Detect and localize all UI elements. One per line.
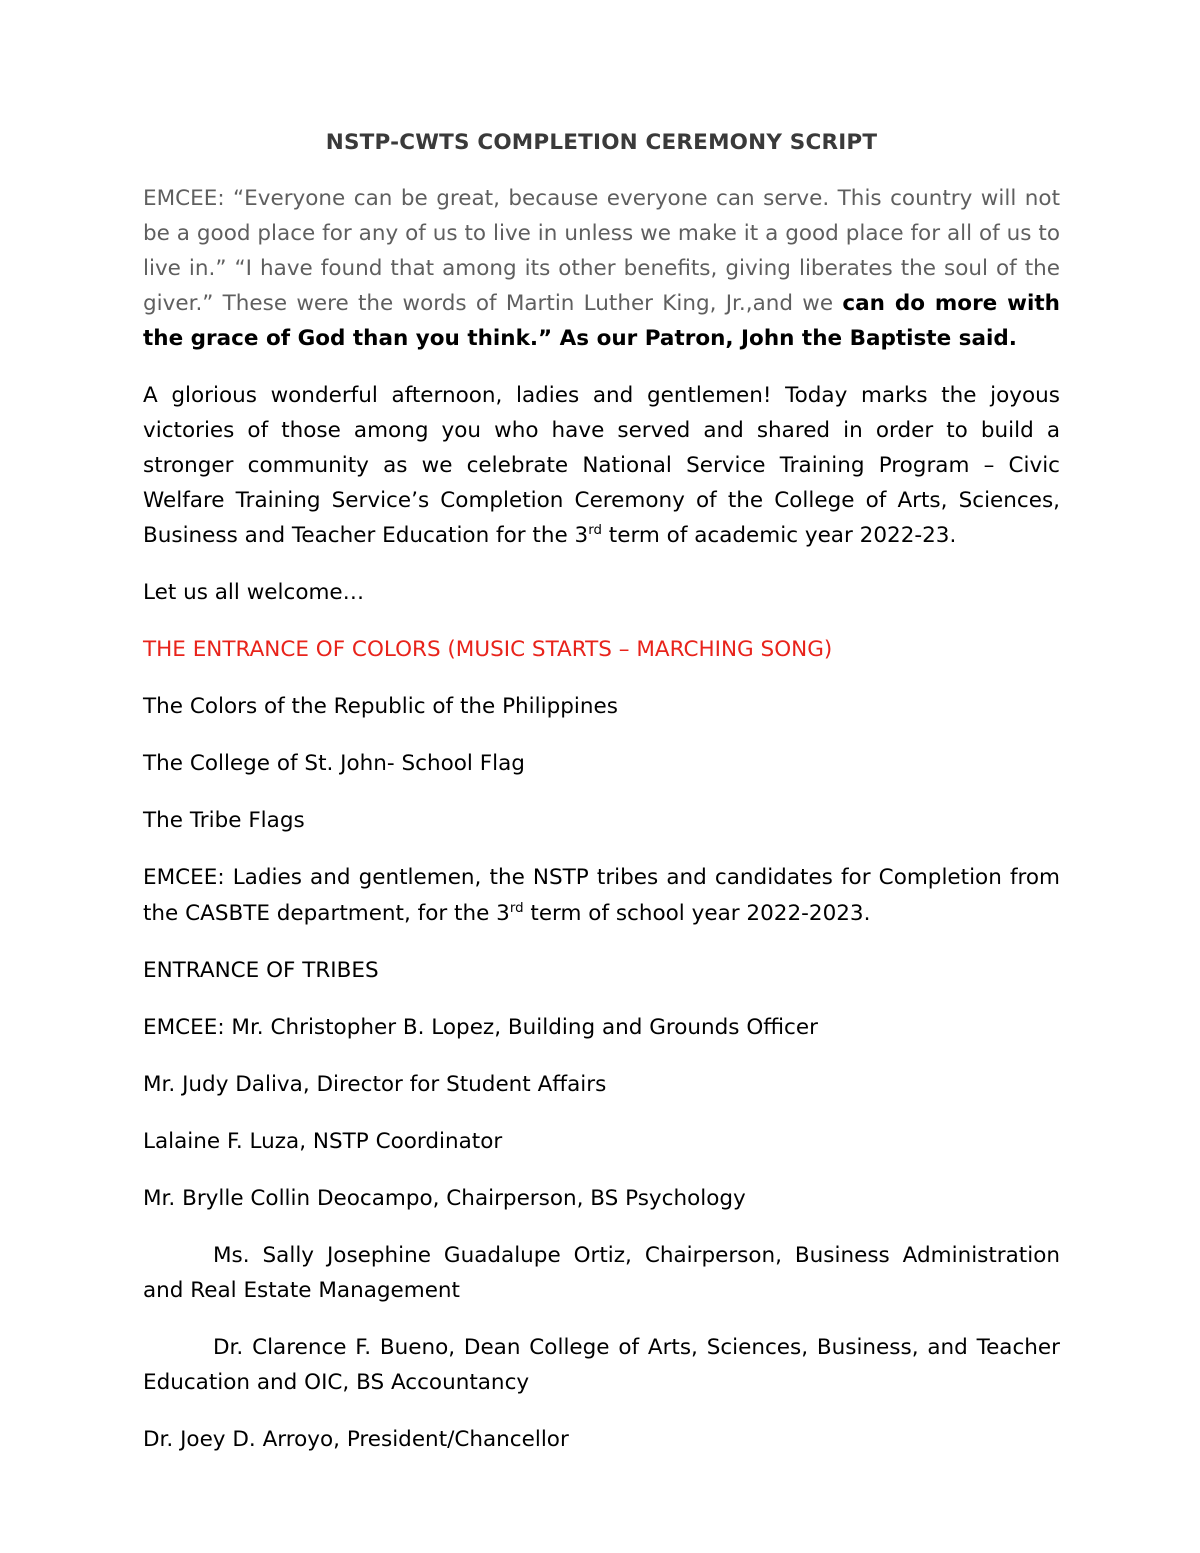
colors-item-tribe-flags: The Tribe Flags (143, 808, 305, 834)
emcee-officer-line: EMCEE: Mr. Christopher B. Lopez, Building and Grounds Officer (143, 1014, 818, 1040)
welcome-paragraph-pre: A glorious wonderful afternoon, ladies and gentlemen! Today marks the joyous victories of those among you who have served and shared in order to build a stronger community as we celebrate National Service Training Program – Civic Welfare Training Service’s Completion Ceremony of the College of Arts, Sciences, Business and Teacher Education for the 3 (143, 383, 1060, 549)
guest-name-sally-ortiz-text: Ms. Sally Josephine Guadalupe Ortiz, Chairperson, Business Administration and Real Estate Management (143, 1242, 1060, 1303)
guest-name-joey-arroyo: Dr. Joey D. Arroyo, President/Chancellor (143, 1426, 569, 1452)
ordinal-suffix-term: rd (588, 523, 602, 539)
emcee-tribes-paragraph (143, 860, 1060, 930)
emcee-tribes-pre: EMCEE: Ladies and gentlemen, the NSTP tribes and candidates for Completion from the CASBTE department, for the 3 (143, 865, 1060, 926)
welcome-paragraph (143, 378, 1060, 553)
entrance-of-tribes-heading: ENTRANCE OF TRIBES (143, 957, 379, 983)
guest-name-lalaine-luza: Lalaine F. Luza, NSTP Coordinator (143, 1128, 503, 1154)
document-title-text: NSTP-CWTS COMPLETION CEREMONY SCRIPT (325, 130, 878, 155)
ordinal-suffix-school-year: rd (509, 900, 524, 916)
emcee-quote-bold-text: can do more with the grace of God than you think.” As our Patron, John the Baptiste said. (143, 291, 1060, 352)
entrance-of-colors-heading: THE ENTRANCE OF COLORS (MUSIC STARTS – MARCHING SONG) (143, 637, 833, 663)
welcome-paragraph-post: term of academic year 2022-23. (601, 523, 957, 549)
colors-item-school-flag: The College of St. John- School Flag (143, 751, 525, 777)
emcee-tribes-post: term of school year 2022-2023. (523, 900, 871, 926)
guest-name-judy-daliva: Mr. Judy Daliva, Director for Student Affairs (143, 1071, 607, 1097)
emcee-quote-text: EMCEE: “Everyone can be great, because everyone can serve. This country will not be a good place for any of us to live in unless we make it a good place for all of us to live in.” “I have found that among its other benefits, giving liberates the soul of the giver.” These were the words of Martin Luther King, Jr.,and we (143, 186, 1060, 317)
guest-name-sally-ortiz (143, 1238, 1060, 1308)
colors-item-philippines-flag: The Colors of the Republic of the Philippines (143, 694, 618, 720)
guest-name-clarence-bueno-text: Dr. Clarence F. Bueno, Dean College of Arts, Sciences, Business, and Teacher Education and OIC, BS Accountancy (143, 1334, 1060, 1395)
let-us-welcome-line: Let us all welcome… (143, 580, 365, 606)
guest-name-brylle-deocampo: Mr. Brylle Collin Deocampo, Chairperson, BS Psychology (143, 1185, 746, 1211)
emcee-opening-quote-paragraph (143, 181, 1060, 356)
page-title (143, 130, 1060, 155)
guest-name-clarence-bueno (143, 1330, 1060, 1400)
